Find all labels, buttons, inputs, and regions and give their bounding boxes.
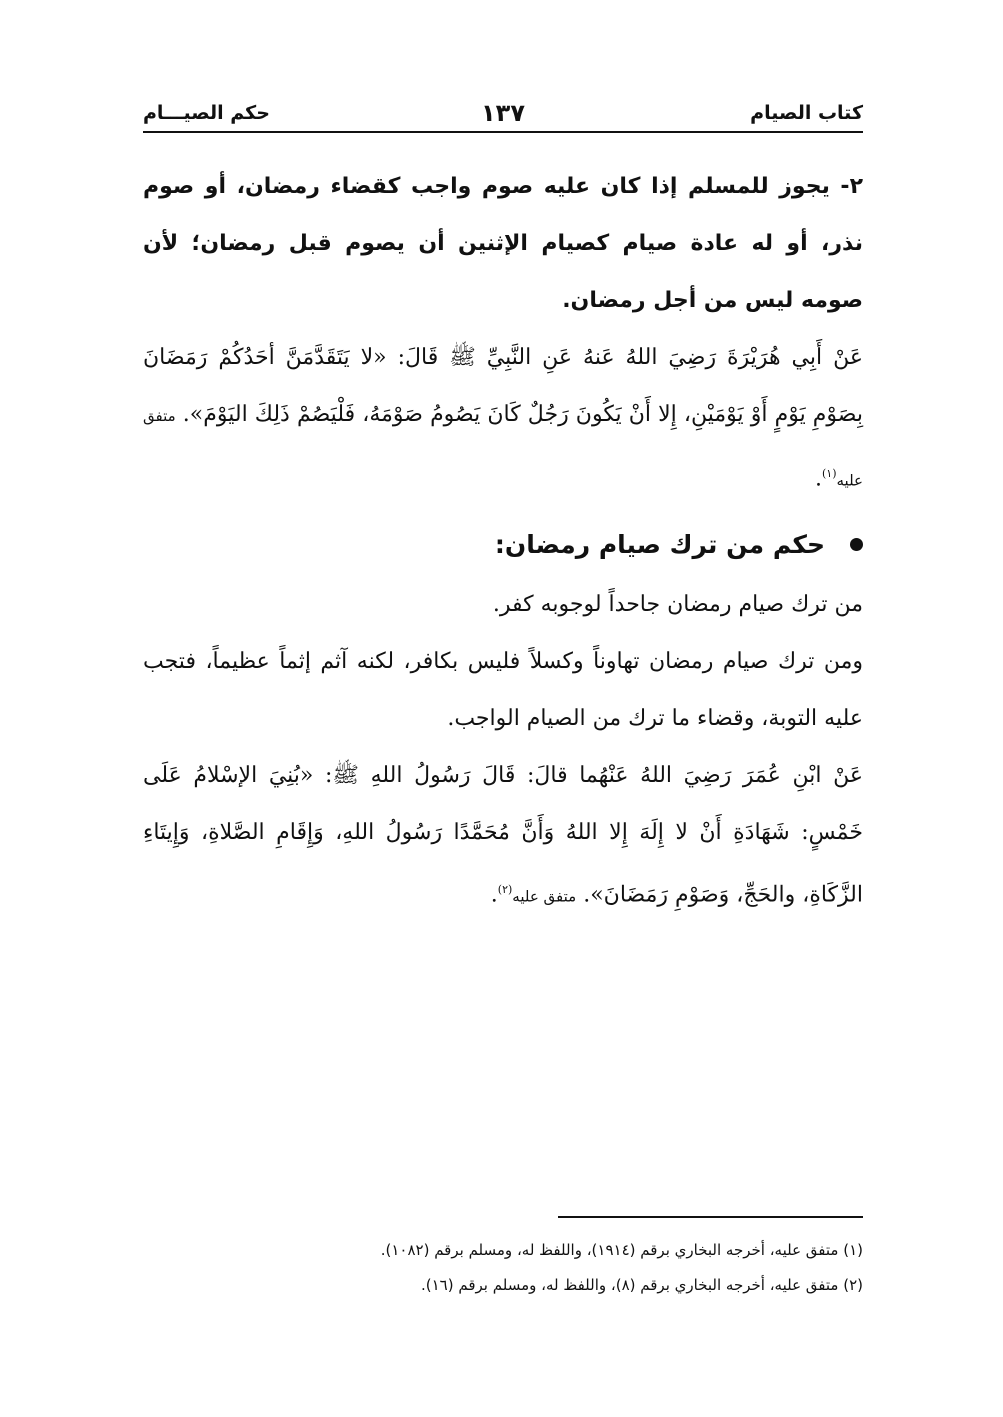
footnotes xyxy=(143,1233,863,1303)
hadith-2-text: عَنْ ابْنِ عُمَرَ رَضِيَ اللهُ عَنْهُما قالَ: قَالَ رَسُولُ اللهِ ﷺ: «بُنِيَ الإسْلامُ عَلَى خَمْسٍ: شَهَادَةِ أَنْ لا إِلَهَ إِلا اللهُ وَأَنَّ مُحَمَّدًا رَسُولُ اللهِ، وَإِقَامِ الصَّلاةِ، وَإِيتَاءِ الزَّكَاةِ، والحَجِّ، وَصَوْمِ رَمَضَانَ». xyxy=(143,763,863,908)
footnote-1: (١) متفق عليه، أخرجه البخاري برقم (١٩١٤)، واللفظ له، ومسلم برقم (١٠٨٢). xyxy=(380,1241,863,1259)
paragraph-2: ومن ترك صيام رمضان تهاوناً وكسلاً فليس بكافر، لكنه آثم إثماً عظيماً، فتجب عليه التوبة، وقضاء ما ترك من الصيام الواجب. xyxy=(143,649,863,732)
hadith-2 xyxy=(143,747,863,925)
page-number: ١٣٧ xyxy=(481,99,525,127)
book-title: كتاب الصيام xyxy=(750,102,863,124)
hadith-2-period: . xyxy=(490,882,498,908)
footnote-ref-1[interactable]: (١) xyxy=(822,467,837,480)
running-header xyxy=(143,98,863,132)
chapter-title: حكم الصيـــام xyxy=(143,102,270,124)
hadith-1-period: . xyxy=(815,466,822,492)
hadith-1-text: عَنْ أَبِي هُرَيْرَةَ رَضِيَ اللهُ عَنهُ عَنِ النَّبِيِّ ﷺ قَالَ: «لا يَتَقَدَّمَنَّ أحَدُكُمْ رَمَضَانَ بِصَوْمِ يَوْمٍ أَوْ يَوْمَيْنِ، إِلا أَنْ يَكُونَ رَجُلٌ كَانَ يَصُومُ صَوْمَهُ، فَلْيَصُمْ ذَلِكَ اليَوْمَ». xyxy=(143,345,863,427)
footnote-2: (٢) متفق عليه، أخرجه البخاري برقم (٨)، واللفظ له، ومسلم برقم (١٦). xyxy=(421,1276,863,1294)
footnote-ref-2[interactable]: (٢) xyxy=(497,883,513,897)
hadith-1 xyxy=(143,329,863,509)
footnote-rule xyxy=(558,1216,863,1218)
section-heading xyxy=(143,517,863,572)
header-rule xyxy=(143,131,863,133)
numbered-item-2: ٢- يجوز للمسلم إذا كان عليه صوم واجب كقضاء رمضان، أو صوم نذر، أو له عادة صيام كصيام الإثنين أن يصوم قبل رمضان؛ لأن صومه ليس من أجل رمضان. xyxy=(143,174,863,313)
bullet-icon xyxy=(850,538,863,551)
hadith-1-source: متفق عليه xyxy=(143,407,863,490)
section-heading-text: حكم من ترك صيام رمضان: xyxy=(494,530,825,560)
paragraph-1: من ترك صيام رمضان جاحداً لوجوبه كفر. xyxy=(492,592,863,618)
page-body xyxy=(143,158,863,926)
hadith-2-source: متفق عليه xyxy=(512,887,577,906)
